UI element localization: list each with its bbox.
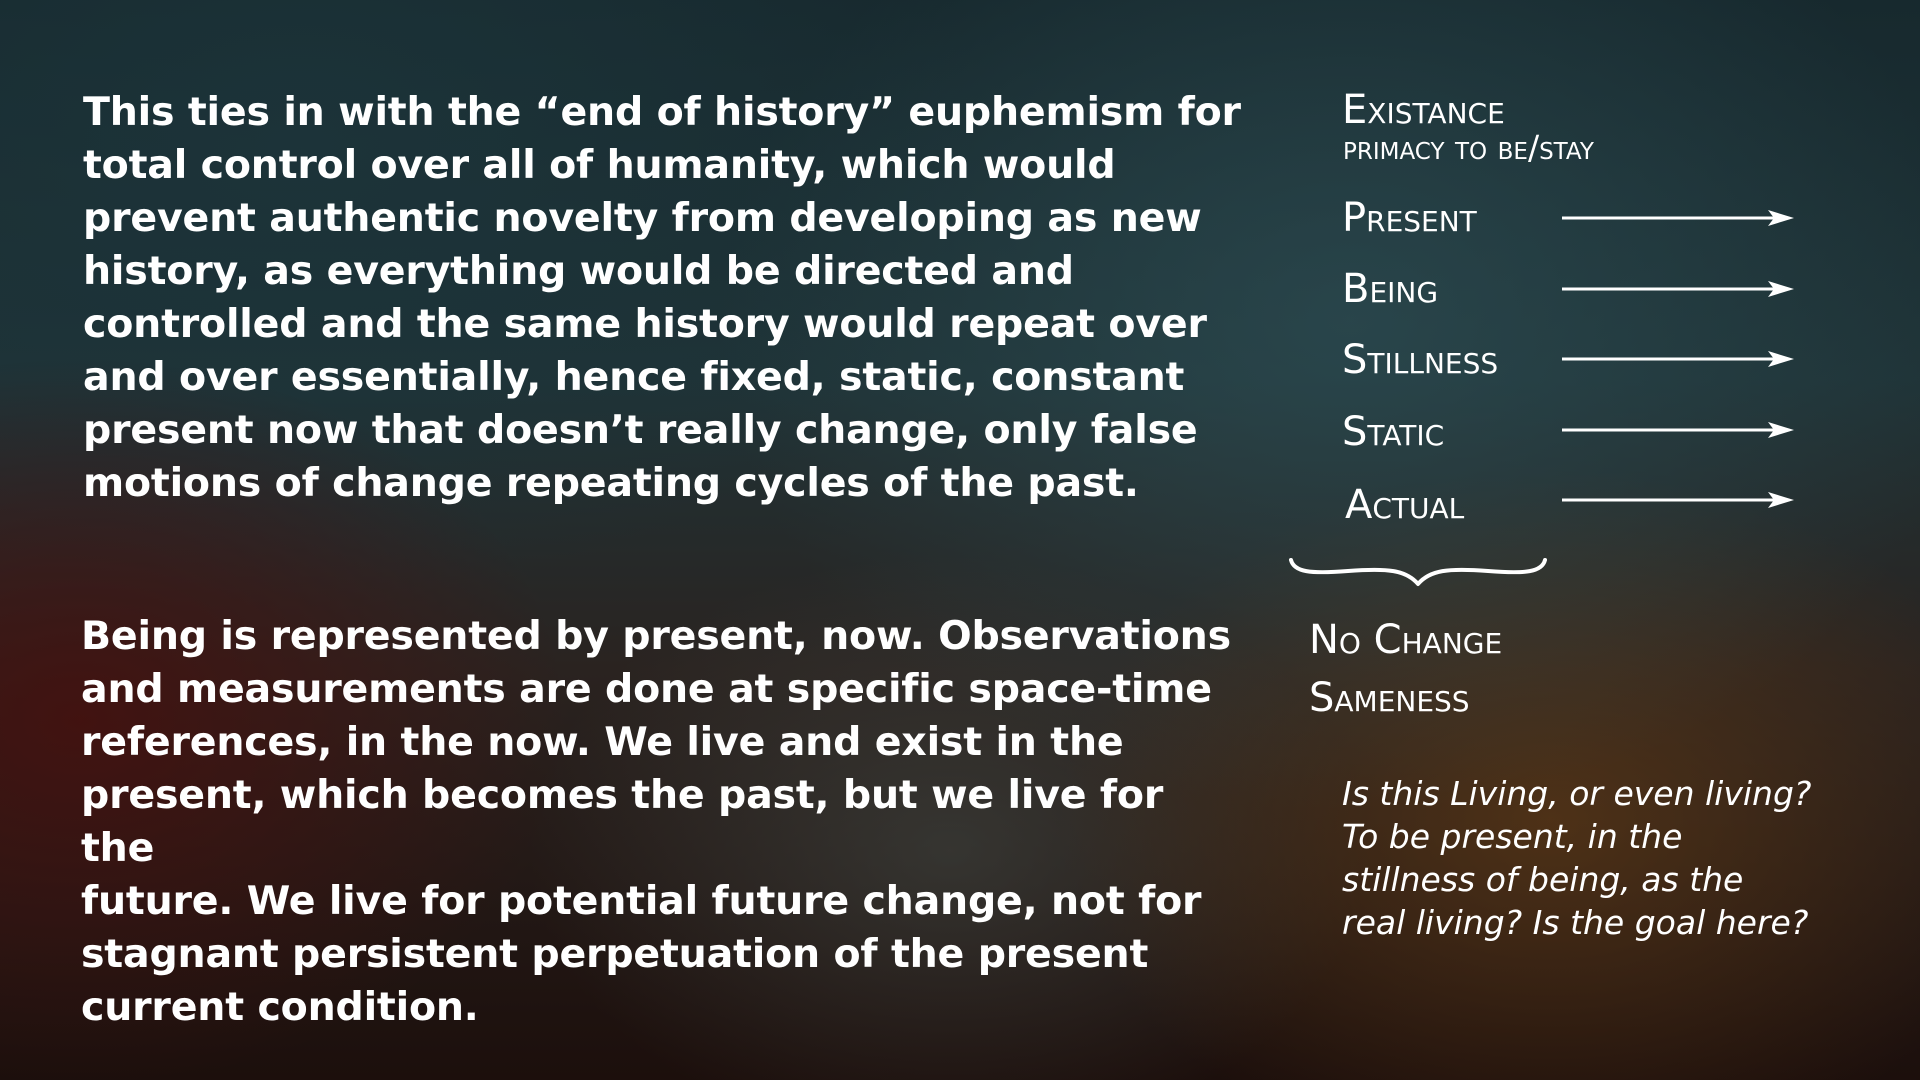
heading-primacy: primacy to be/stay [1343, 128, 1594, 167]
question-text: Is this Living, or even living? To be present, in the stillness of being, as the real living? Is the goal here? [1342, 774, 1812, 942]
term-actual: Actual [1345, 482, 1465, 528]
right-arrow-icon [1562, 349, 1794, 369]
result-no-change: No Change [1309, 617, 1503, 663]
curly-brace-icon [1288, 556, 1548, 590]
result-sameness: Sameness [1309, 675, 1470, 721]
term-stillness: Stillness [1342, 337, 1499, 383]
right-arrow-icon [1562, 208, 1794, 228]
heading-existance: Existance [1342, 87, 1505, 133]
term-being: Being [1342, 266, 1439, 312]
term-present: Present [1342, 195, 1477, 241]
term-static: Static [1342, 409, 1445, 455]
paragraph-end-of-history: This ties in with the “end of history” euphemism for total control over all of humanity, which would prevent authentic novelty from developing as new history, as everything would be directed and controlled and the same history would repeat over and over essentially, hence fixed, static, constant present now that doesn’t really change, only false motions of change repeating cycles of the past. [83, 89, 1241, 506]
right-arrow-icon [1562, 279, 1794, 299]
right-arrow-icon [1562, 420, 1794, 440]
right-arrow-icon [1562, 490, 1794, 510]
paragraph-being-present: Being is represented by present, now. Observations and measurements are done at specific space-time references, in the now. We live and exist in the present, which becomes the past, but we live for the future. We live for potential future change, not for stagnant persistent perpetuation of the present current condition. [81, 613, 1231, 1030]
